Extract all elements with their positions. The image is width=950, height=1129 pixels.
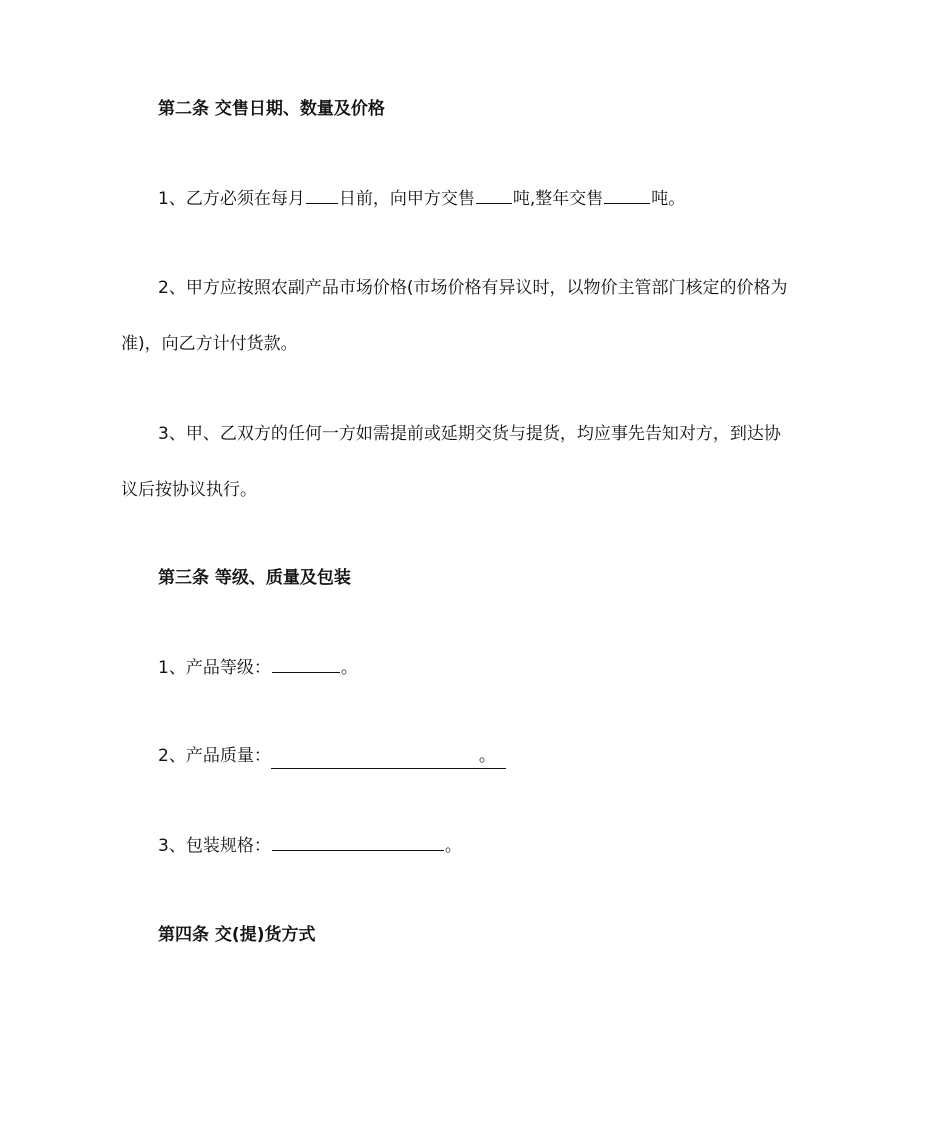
blank-line bbox=[604, 186, 650, 204]
article-3-item-1 bbox=[158, 655, 358, 680]
article-2-item-1 bbox=[158, 186, 685, 211]
blank-line bbox=[476, 186, 512, 204]
article-2-item-1-text-c: 吨,整年交售 bbox=[512, 189, 604, 209]
article-3-item-3-label: 3、包装规格： bbox=[158, 836, 271, 856]
article-2-item-1-text-d: 吨。 bbox=[651, 189, 686, 209]
quality-underline bbox=[271, 744, 506, 769]
article-2-item-1-text-b: 日前，向甲方交售 bbox=[338, 189, 475, 209]
blank-line bbox=[272, 833, 444, 851]
article-3-item-3 bbox=[158, 833, 462, 858]
article-3-item-2-end: 。 bbox=[478, 746, 496, 766]
article-3-item-2 bbox=[158, 744, 506, 769]
article-2-item-2-line-2: 准)，向乙方计付货款。 bbox=[121, 334, 298, 354]
article-3-item-1-label: 1、产品等级： bbox=[158, 658, 271, 678]
article-2-item-1-text-a: 1、乙方必须在每月 bbox=[158, 189, 305, 209]
article-2-item-3-line-1: 3、甲、乙双方的任何一方如需提前或延期交货与提货，均应事先告知对方，到达协 bbox=[158, 424, 781, 444]
article-3-item-1-end: 。 bbox=[340, 658, 358, 678]
article-2-item-2-line-1: 2、甲方应按照农副产品市场价格(市场价格有异议时，以物价主管部门核定的价格为 bbox=[158, 278, 788, 298]
article-3-heading: 第三条 等级、质量及包装 bbox=[158, 568, 351, 588]
blank-line bbox=[306, 186, 338, 204]
article-2-item-3-line-2: 议后按协议执行。 bbox=[121, 480, 257, 500]
article-3-item-2-label: 2、产品质量： bbox=[158, 746, 271, 766]
article-2-heading: 第二条 交售日期、数量及价格 bbox=[158, 99, 385, 119]
article-3-item-3-end: 。 bbox=[444, 836, 462, 856]
article-4-heading: 第四条 交(提)货方式 bbox=[158, 925, 316, 945]
blank-line bbox=[272, 655, 340, 673]
